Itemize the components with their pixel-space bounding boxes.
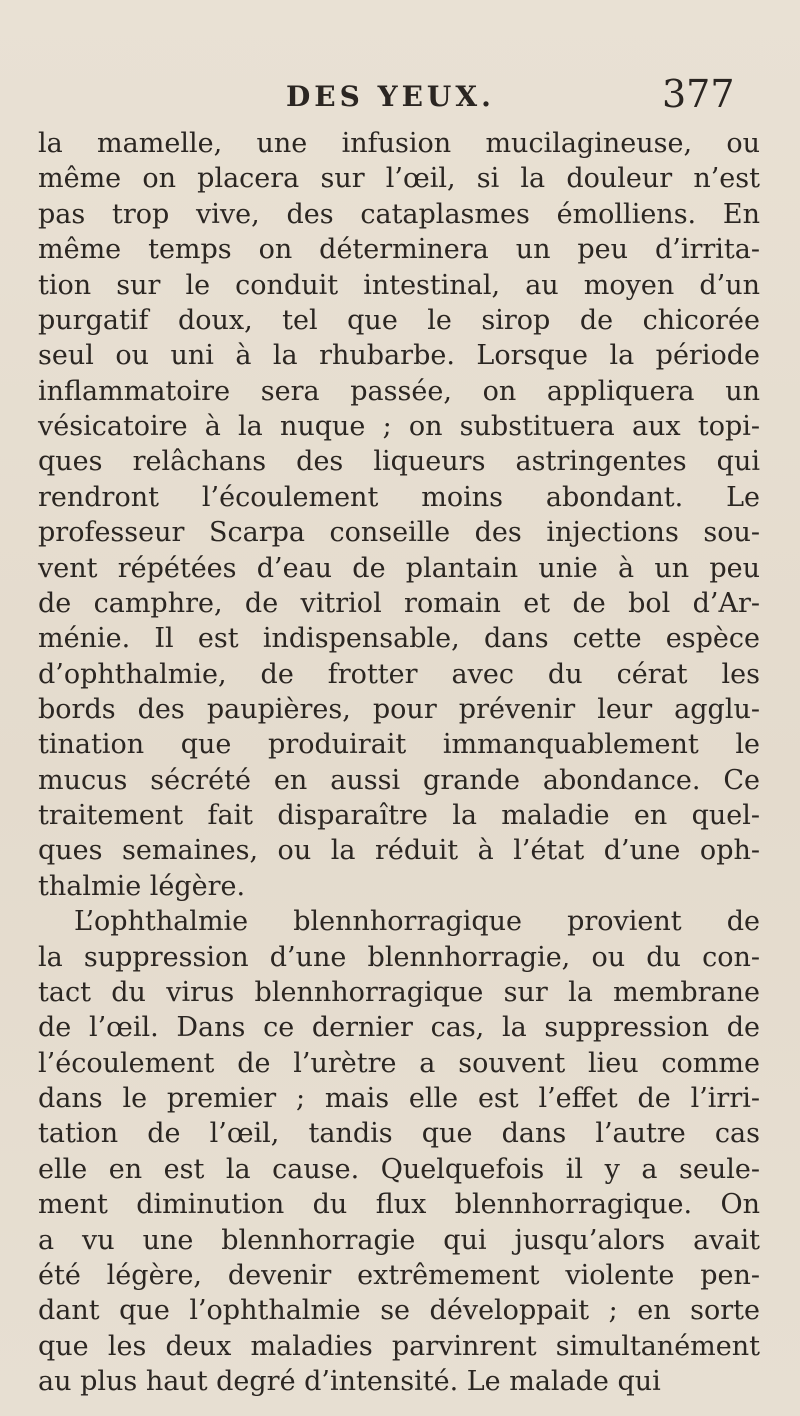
page-number: 377	[662, 72, 735, 116]
text-line: dans le premier ; mais elle est l’effet de l’irri-	[38, 1083, 760, 1114]
text-line: même temps on déterminera un peu d’irrita-	[38, 234, 760, 266]
text-line: a vu une blennhorragie qui jusqu’alors avait	[38, 1224, 760, 1256]
text-line: l’écoulement de l’urètre a souvent lieu comme	[38, 1047, 760, 1079]
text-line: la mamelle, une infusion mucilagineuse, ou	[38, 128, 760, 159]
text-line: traitement fait disparaître la maladie en quel-	[38, 800, 760, 832]
text-line: bords des paupières, pour prévenir leur agglu-	[38, 693, 760, 725]
text-line: ques semaines, ou la réduit à l’état d’une oph-	[38, 835, 760, 867]
text-line: inflammatoire sera passée, on appliquera un	[38, 375, 760, 407]
text-line: d’ophthalmie, de frotter avec du cérat les	[38, 658, 760, 690]
text-line: thalmie légère.	[38, 870, 246, 902]
text-line: dant que l’ophthalmie se développait ; en sorte	[38, 1295, 760, 1327]
text-line: tation de l’œil, tandis que dans l’autre cas	[38, 1118, 760, 1150]
text-line: tact du virus blennhorragique sur la membrane	[38, 976, 760, 1008]
text-line: purgatif doux, tel que le sirop de chicorée	[38, 304, 760, 336]
text-line: vent répétées d’eau de plantain unie à un peu	[38, 552, 760, 584]
text-line: rendront l’écoulement moins abondant. Le	[38, 481, 760, 513]
text-line: L’ophthalmie blennhorragique provient de	[74, 906, 760, 938]
text-line: la suppression d’une blennhorragie, ou du con-	[38, 941, 760, 973]
running-title: DES YEUX.	[286, 80, 495, 113]
text-line: que les deux maladies parvinrent simultanément	[38, 1330, 760, 1362]
text-line: mucus sécrété en aussi grande abondance. Ce	[38, 764, 760, 796]
text-line: ment diminution du flux blennhorragique. On	[38, 1189, 760, 1221]
text-line: ques relâchans des liqueurs astringentes qui	[38, 446, 760, 478]
text-line: professeur Scarpa conseille des injections sou-	[38, 517, 760, 549]
text-line: ménie. Il est indispensable, dans cette espèce	[38, 623, 760, 655]
text-line: elle en est la cause. Quelquefois il y a seule-	[38, 1153, 760, 1185]
text-line: de l’œil. Dans ce dernier cas, la suppression de	[38, 1012, 760, 1044]
text-line: au plus haut degré d’intensité. Le malade qui	[38, 1366, 661, 1397]
text-line: été légère, devenir extrêmement violente pen-	[38, 1259, 760, 1291]
text-line: tion sur le conduit intestinal, au moyen d’un	[38, 269, 760, 301]
text-line: même on placera sur l’œil, si la douleur n’est	[38, 163, 760, 195]
text-line: vésicatoire à la nuque ; on substituera aux topi-	[38, 411, 760, 442]
text-line: tination que produirait immanquablement le	[38, 729, 760, 761]
text-line: pas trop vive, des cataplasmes émolliens. En	[38, 198, 760, 230]
text-line: de camphre, de vitriol romain et de bol d’Ar-	[38, 587, 760, 619]
text-line: seul ou uni à la rhubarbe. Lorsque la période	[38, 340, 760, 372]
